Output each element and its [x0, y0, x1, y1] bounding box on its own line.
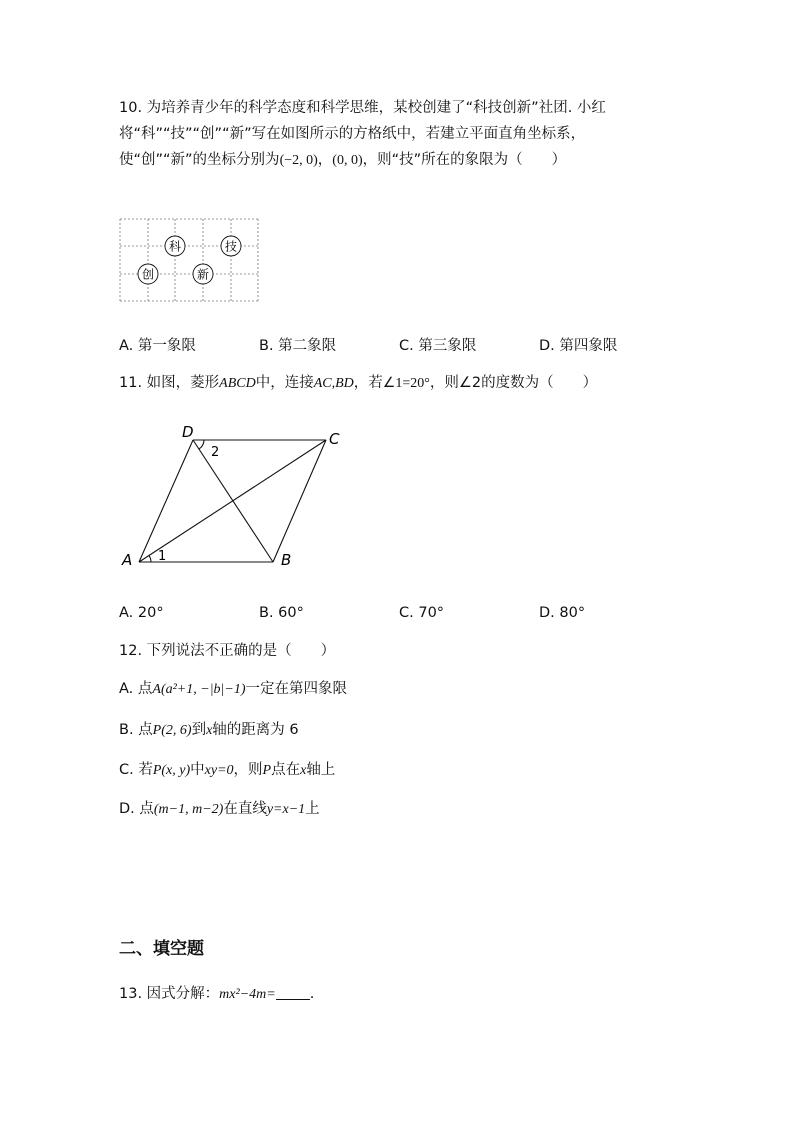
q11-stem-pre: 11. 如图，菱形: [119, 375, 220, 391]
grid-char-xin: 新: [196, 267, 210, 282]
q12-c-mid2: ，则: [233, 762, 263, 778]
q10-grid-figure: [119, 218, 261, 304]
q11-option-c[interactable]: C. 70°: [399, 605, 445, 621]
q12-d-math1: (m−1, m−2): [153, 802, 224, 817]
q12-c-math1: P(x, y): [152, 763, 191, 778]
q12-c-pre: C. 若: [119, 762, 153, 778]
q10-option-b[interactable]: B. 第二象限: [259, 338, 337, 354]
q12-b-post: 轴的距离为 6: [212, 722, 299, 738]
q11-stem: [119, 373, 597, 394]
q11-shape: ABCD: [219, 376, 256, 391]
q12-option-c[interactable]: [119, 760, 335, 781]
q10-separator: ，: [317, 152, 333, 168]
q12-stem: 12. 下列说法不正确的是（ ）: [119, 643, 336, 659]
q12-c-math2: xy=0: [204, 763, 234, 778]
q12-c-var1: P: [262, 763, 272, 778]
grid-char-chuang: 创: [141, 267, 155, 282]
q10-coord-xin: (0, 0): [332, 153, 363, 168]
q13-math: mx²−4m=: [219, 987, 276, 1002]
q10-coord-chuang: (−2, 0): [279, 153, 318, 168]
label-angle-2: 2: [211, 445, 220, 460]
q11-option-d[interactable]: D. 80°: [539, 605, 586, 621]
q10-line-3-text: 使“创”“新”的坐标分别为: [119, 152, 280, 168]
q10-option-c[interactable]: C. 第三象限: [399, 338, 477, 354]
q12-b-pre: B. 点: [119, 722, 153, 738]
q11-option-a[interactable]: A. 20°: [119, 605, 164, 621]
grid-char-ke: 科: [168, 239, 182, 254]
q11-stem-mid1: 中，连接: [255, 375, 314, 391]
section-title-fill-in: 二、填空题: [119, 939, 204, 959]
q10-line-3: [119, 150, 566, 171]
q11-stem-mid3: ，则∠2的度数为（ ）: [429, 375, 598, 391]
label-angle-1: 1: [158, 549, 167, 564]
q13-answer-blank[interactable]: [276, 985, 310, 1000]
q12-d-pre: D. 点: [119, 801, 154, 817]
q12-b-math: P(2, 6): [152, 723, 192, 738]
q10-line-2: 将“科”“技”“创”“新”写在如图所示的方格纸中，若建立平面直角坐标系，: [119, 126, 586, 142]
q13-pre: 13. 因式分解：: [119, 986, 220, 1002]
q12-d-post: 上: [305, 801, 320, 817]
q10-line-1: 10. 为培养青少年的科学态度和科学思维，某校创建了“科技创新”社团. 小红: [119, 100, 606, 116]
q12-b-mid: 到: [191, 722, 207, 738]
q11-condition: ∠1=20°: [382, 376, 430, 391]
q10-option-d[interactable]: D. 第四象限: [539, 338, 618, 354]
q11-option-b[interactable]: B. 60°: [259, 605, 304, 621]
q11-diagonals: AC,BD: [313, 376, 354, 391]
label-b: B: [281, 551, 292, 569]
q12-a-math: A(a²+1, −|b|−1): [152, 682, 246, 697]
q13-stem: [119, 984, 314, 1005]
q12-c-mid3: 点在: [271, 762, 301, 778]
q12-option-d[interactable]: [119, 799, 320, 820]
q12-option-b[interactable]: [119, 720, 299, 741]
q12-c-var2: x: [300, 763, 307, 778]
q12-b-var: x: [206, 723, 213, 738]
label-d: D: [182, 423, 194, 441]
q12-a-pre: A. 点: [119, 681, 153, 697]
grid-char-ji: 技: [224, 239, 238, 254]
q11-stem-mid2: ，若: [353, 375, 383, 391]
q12-d-mid: 在直线: [223, 801, 267, 817]
q10-option-a[interactable]: A. 第一象限: [119, 338, 196, 354]
label-c: C: [329, 430, 340, 448]
q11-rhombus-figure: [115, 420, 355, 575]
q12-option-a[interactable]: [119, 679, 347, 700]
q12-c-post: 轴上: [306, 762, 336, 778]
q10-line-3-tail: ，则“技”所在的象限为（ ）: [362, 152, 567, 168]
q12-a-post: 一定在第四象限: [245, 681, 348, 697]
q12-c-mid1: 中: [190, 762, 205, 778]
q13-post: .: [309, 986, 315, 1002]
q12-d-math2: y=x−1: [266, 802, 306, 817]
label-a: A: [122, 551, 133, 569]
